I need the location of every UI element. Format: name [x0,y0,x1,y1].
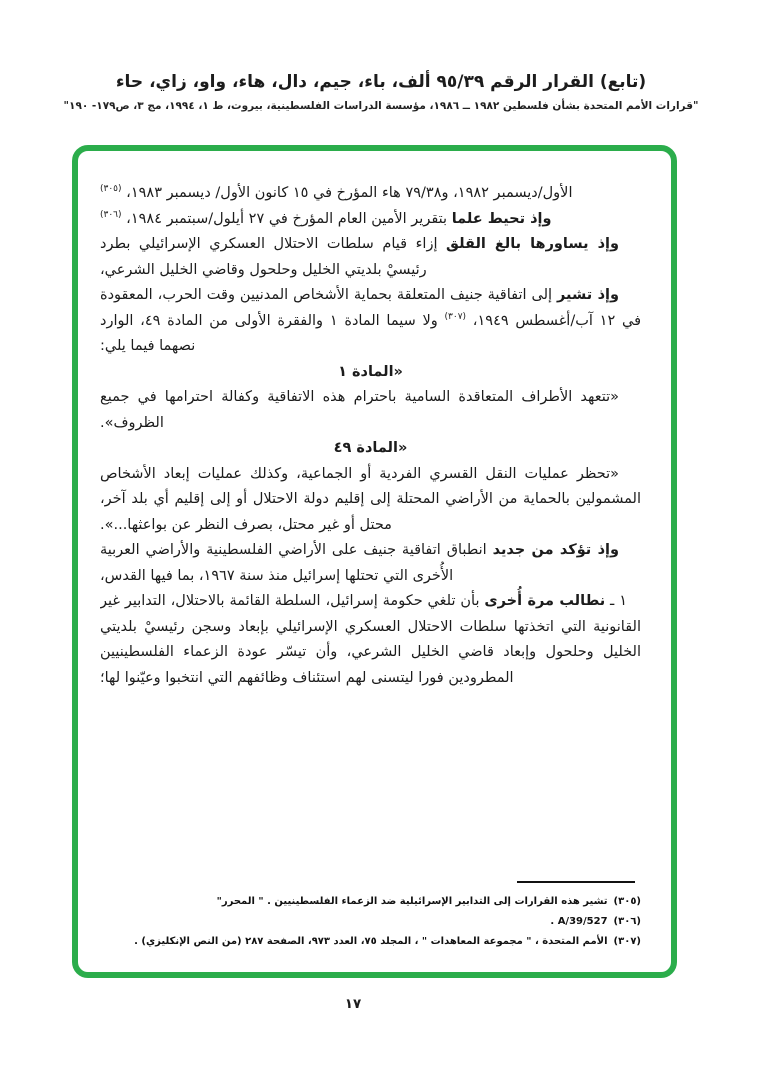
paragraph-dates-continuation [100,181,641,207]
footnote-ref-307: (٣٠٧) [444,311,467,322]
paragraph-text: الأول/ديسمبر ١٩٨٢، و٧٩/٣٨ هاء المؤرخ في ١٥ كانون الأول/ ديسمبر ١٩٨٣، [121,185,573,201]
paragraph-deep-concern [100,232,641,283]
footnote-307 [100,932,641,952]
footnote-305 [100,892,641,912]
paragraph-text: إزاء قيام سلطات الاحتلال العسكري الإسرائيلي بطرد رئيسيْ بلديتي الخليل وحلحول وقاضي الخليل الشرعي، [100,236,447,278]
article-1-heading: «المادة ١ [338,363,403,380]
page-number: ١٧ [344,996,362,1012]
paragraph-text: بتقرير الأمين العام المؤرخ في ٢٧ أيلول/سبتمبر ١٩٨٤، [121,210,452,227]
paragraph-lead: نطالب مرة أُخرى [484,593,606,609]
paragraph-text: ولا سيما المادة ١ والفقرة الأولى من المادة ٤٩، الوارد نصهما فيما يلي: [100,312,445,354]
paragraph-lead: وإذ يساورها بالغ القلق [446,236,619,252]
article-1-quote: «تتعهد الأطراف المتعاقدة السامية باحترام هذه الاتفاقية وكفالة احترامها في جميع الظروف». [100,389,619,431]
page-header [0,72,762,112]
footnote-text: تشير هذه القرارات إلى التدابير الإسرائيلية ضد الزعماء الفلسطينيين . " المحرر" [216,896,608,907]
source-citation: "قرارات الأمم المتحدة بشأن فلسطين ١٩٨٢ ــ ١٩٨٦، مؤسسة الدراسات الفلسطينية، بيروت، ط ١، ١٩٩٤، مج ٣، ص١٧٩- ١٩٠" [63,100,699,112]
paragraph-lead: وإذ تشير [557,287,619,303]
footnote-marker: (٣٠٧) [613,936,641,947]
paragraph-text: انطباق اتفاقية جنيف على الأراضي الفلسطينية والأراضي العربية الأُخرى التي تحتلها إسرائيل منذ سنة ١٩٦٧، بما فيها القدس، [100,542,493,584]
resolution-body [100,181,641,875]
footnote-separator [517,881,635,883]
operative-paragraph-1 [100,589,641,691]
paragraph-text: بأن تلغي حكومة إسرائيل، السلطة القائمة بالاحتلال، التدابير غير القانونية التي اتخذتها سلطات الاحتلال العسكري الإسرائيلي بإبعاد وسجن رئيسيْ بلديتي الخليل وحلحول وإبعاد قاضي الخليل الشرعي، وأن تيسّر عودة الزعماء الفلسطينيين المطرودين فورا ليتسنى لهم استئناف وظائفهم التي انتخبوا وعيّنوا لها؛ [100,593,641,686]
paragraph-number: ١ ـ [605,593,627,609]
footnote-ref-306: (٣٠٦) [100,209,122,220]
paragraph-reaffirming [100,538,641,589]
paragraph-lead: وإذ تحيط علما [451,210,552,227]
footnote-marker: (٣٠٥) [613,896,641,907]
footnote-marker: (٣٠٦) [613,916,641,927]
footnotes-section [100,875,641,952]
footnote-ref-305: (٣٠٥) [100,184,122,195]
article-49-heading: «المادة ٤٩ [333,440,408,456]
content-box [72,145,677,978]
article-49-quote: «تحظر عمليات النقل القسري الفردية أو الجماعية، وكذلك عمليات إبعاد الأشخاص المشمولين بالحماية من الأراضي المحتلة إلى إقليم دولة الاحتلال أو إلى إقليم أي بلد آخر، محتل أو غير محتل، بصرف النظر عن بواعثها...». [100,465,641,533]
content-inner [78,151,671,972]
paragraph-lead: وإذ تؤكد من جديد [492,542,619,558]
footnote-text: الأمم المتحدة ، " مجموعة المعاهدات " ، المجلد ٧٥، العدد ٩٧٣، الصفحة ٢٨٧ (من النص الإنكليزي) . [134,936,608,947]
paragraph-recalling-geneva [100,283,641,360]
paragraph-taking-note [100,207,641,233]
footnote-text: A/39/527 . [550,916,608,927]
resolution-title: (تابع) القرار الرقم ٩٥/٣٩ ألف، باء، جيم، دال، هاء، واو، زاي، حاء [115,72,647,92]
paragraph-text: إلى اتفاقية جنيف المتعلقة بحماية الأشخاص المدنيين وقت الحرب، المعقودة في ١٢ آب/أغسطس ١٩٤٩، [100,287,641,329]
footnote-306 [100,912,641,932]
